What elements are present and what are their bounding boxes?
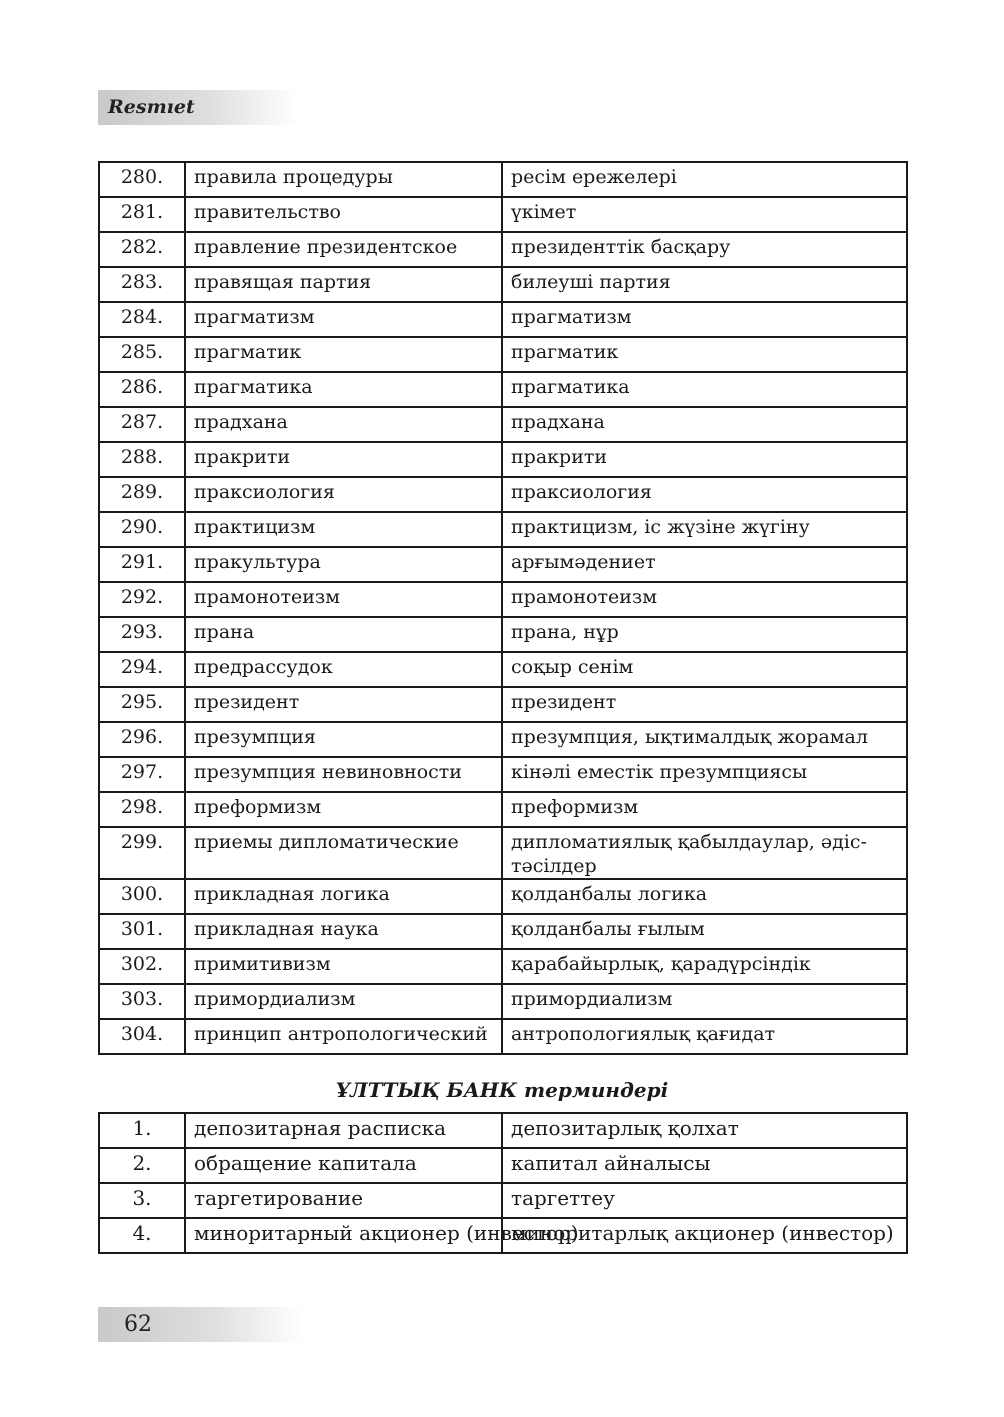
- term-number: 301.: [99, 914, 185, 949]
- page-number: 62: [124, 1312, 152, 1337]
- term-russian: презумпция: [185, 722, 502, 757]
- term-russian: практицизм: [185, 512, 502, 547]
- running-header-title: Resmıet: [108, 96, 195, 118]
- term-kazakh: пракрити: [502, 442, 907, 477]
- term-kazakh: прамонотеизм: [502, 582, 907, 617]
- term-russian: прикладная наука: [185, 914, 502, 949]
- term-kazakh: преформизм: [502, 792, 907, 827]
- term-russian: приемы дипломатические: [185, 827, 502, 879]
- term-kazakh: прадхана: [502, 407, 907, 442]
- table-row: [99, 757, 907, 792]
- term-kazakh: арғымәдениет: [502, 547, 907, 582]
- term-kazakh: капитал айналысы: [502, 1148, 907, 1183]
- term-kazakh: кінәлі еместік презумпциясы: [502, 757, 907, 792]
- term-russian: правительство: [185, 197, 502, 232]
- term-number: 298.: [99, 792, 185, 827]
- term-russian: прагматика: [185, 372, 502, 407]
- table-row: [99, 1019, 907, 1054]
- table-row: [99, 372, 907, 407]
- term-russian: прагматик: [185, 337, 502, 372]
- term-number: 294.: [99, 652, 185, 687]
- term-russian: пракрити: [185, 442, 502, 477]
- term-kazakh: антропологиялық қағидат: [502, 1019, 907, 1054]
- term-russian: принцип антропологический: [185, 1019, 502, 1054]
- term-number: 281.: [99, 197, 185, 232]
- term-russian: презумпция невиновности: [185, 757, 502, 792]
- term-kazakh: прана, нұр: [502, 617, 907, 652]
- term-russian: прамонотеизм: [185, 582, 502, 617]
- table-row: [99, 949, 907, 984]
- term-russian: правление президентское: [185, 232, 502, 267]
- table-row: [99, 232, 907, 267]
- term-number: 292.: [99, 582, 185, 617]
- term-kazakh: үкімет: [502, 197, 907, 232]
- table-row: [99, 879, 907, 914]
- term-russian: президент: [185, 687, 502, 722]
- term-russian: прана: [185, 617, 502, 652]
- term-number: 300.: [99, 879, 185, 914]
- term-russian: депозитарная расписка: [185, 1113, 502, 1148]
- term-kazakh: практицизм, іс жүзіне жүгіну: [502, 512, 907, 547]
- term-kazakh: дипломатиялық қабылдаулар, әдіс-тәсілдер: [502, 827, 907, 879]
- term-kazakh: таргеттеу: [502, 1183, 907, 1218]
- table-row: [99, 722, 907, 757]
- table-row: [99, 407, 907, 442]
- table-row: [99, 477, 907, 512]
- term-russian: предрассудок: [185, 652, 502, 687]
- term-kazakh: прагматизм: [502, 302, 907, 337]
- term-number: 282.: [99, 232, 185, 267]
- table-row: [99, 914, 907, 949]
- term-kazakh: қарабайырлық, қарадүрсіндік: [502, 949, 907, 984]
- term-number: 2.: [99, 1148, 185, 1183]
- term-russian: прагматизм: [185, 302, 502, 337]
- term-number: 296.: [99, 722, 185, 757]
- term-number: 3.: [99, 1183, 185, 1218]
- term-russian: правящая партия: [185, 267, 502, 302]
- term-number: 291.: [99, 547, 185, 582]
- term-number: 295.: [99, 687, 185, 722]
- table-row: [99, 512, 907, 547]
- term-number: 297.: [99, 757, 185, 792]
- term-number: 283.: [99, 267, 185, 302]
- table-row: [99, 652, 907, 687]
- table-row: [99, 302, 907, 337]
- section-title: ҰЛТТЫҚ БАНК терминдері: [335, 1078, 669, 1102]
- term-kazakh: прагматика: [502, 372, 907, 407]
- term-number: 286.: [99, 372, 185, 407]
- term-russian: праксиология: [185, 477, 502, 512]
- term-kazakh: прагматик: [502, 337, 907, 372]
- term-russian: пракультура: [185, 547, 502, 582]
- term-number: 287.: [99, 407, 185, 442]
- term-kazakh: соқыр сенім: [502, 652, 907, 687]
- table-row: [99, 1183, 907, 1218]
- term-kazakh: қолданбалы ғылым: [502, 914, 907, 949]
- term-kazakh: депозитарлық қолхат: [502, 1113, 907, 1148]
- term-number: 303.: [99, 984, 185, 1019]
- term-russian: правила процедуры: [185, 162, 502, 197]
- table-row: [99, 1148, 907, 1183]
- term-russian: примитивизм: [185, 949, 502, 984]
- term-kazakh: примордиализм: [502, 984, 907, 1019]
- term-kazakh: билеуші партия: [502, 267, 907, 302]
- table-row: [99, 827, 907, 879]
- term-number: 288.: [99, 442, 185, 477]
- table-row: [99, 687, 907, 722]
- term-number: 284.: [99, 302, 185, 337]
- term-russian: миноритарный акционер (инвестор): [185, 1218, 502, 1253]
- term-kazakh: қолданбалы логика: [502, 879, 907, 914]
- table-row: [99, 984, 907, 1019]
- term-russian: прадхана: [185, 407, 502, 442]
- table-row: [99, 442, 907, 477]
- term-russian: преформизм: [185, 792, 502, 827]
- term-number: 289.: [99, 477, 185, 512]
- term-number: 1.: [99, 1113, 185, 1148]
- term-number: 290.: [99, 512, 185, 547]
- term-kazakh: президент: [502, 687, 907, 722]
- table-row: [99, 617, 907, 652]
- term-kazakh: презумпция, ықтималдық жорамал: [502, 722, 907, 757]
- term-russian: таргетирование: [185, 1183, 502, 1218]
- term-russian: обращение капитала: [185, 1148, 502, 1183]
- term-number: 4.: [99, 1218, 185, 1253]
- table-row: [99, 1218, 907, 1253]
- table-row: [99, 582, 907, 617]
- term-number: 280.: [99, 162, 185, 197]
- term-number: 302.: [99, 949, 185, 984]
- table-row: [99, 197, 907, 232]
- term-number: 285.: [99, 337, 185, 372]
- table-row: [99, 1113, 907, 1148]
- term-kazakh: праксиология: [502, 477, 907, 512]
- table-row: [99, 792, 907, 827]
- table-row: [99, 337, 907, 372]
- term-russian: примордиализм: [185, 984, 502, 1019]
- glossary-table: [98, 161, 908, 1055]
- term-number: 304.: [99, 1019, 185, 1054]
- table-row: [99, 162, 907, 197]
- term-number: 299.: [99, 827, 185, 879]
- term-number: 293.: [99, 617, 185, 652]
- bank-terms-table: [98, 1112, 908, 1254]
- table-row: [99, 267, 907, 302]
- term-kazakh: ресім ережелері: [502, 162, 907, 197]
- term-russian: прикладная логика: [185, 879, 502, 914]
- table-row: [99, 547, 907, 582]
- term-kazakh: президенттік басқару: [502, 232, 907, 267]
- term-kazakh: миноритарлық акционер (инвестор): [502, 1218, 907, 1253]
